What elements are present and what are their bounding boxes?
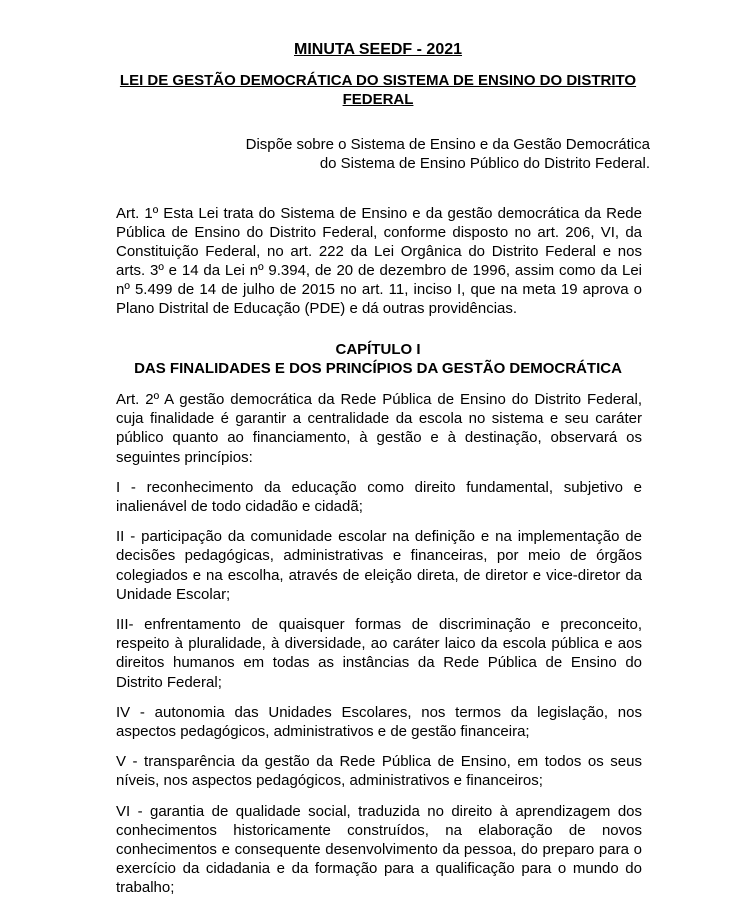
chapter-title: DAS FINALIDADES E DOS PRINCÍPIOS DA GESTÃO DEMOCRÁTICA xyxy=(134,360,622,377)
ementa xyxy=(200,135,650,173)
ementa-line-2: do Sistema de Ensino Público do Distrito Federal. xyxy=(319,155,650,172)
article-2-item-vi: VI - garantia de qualidade social, traduzida no direito à aprendizagem dos conhecimentos historicamente construídos, na elaboração de novos conhecimentos e consequente desenvolvimento da pessoa, do preparo para o exercício da cidadania e da formação para a qualificação para o mundo do trabalho; xyxy=(116,802,642,897)
article-2-caput: Art. 2º A gestão democrática da Rede Pública de Ensino do Distrito Federal, cuja finalidade é garantir a centralidade da escola no sistema e seu caráter público quanto ao financiamento, à gestão e à destinação, observará os seguintes princípios: xyxy=(116,391,642,466)
article-2-item-iv: IV - autonomia das Unidades Escolares, nos termos da legislação, nos aspectos pedagógicos, administrativos e de gestão financeira; xyxy=(116,703,642,741)
article-2-item-i: I - reconhecimento da educação como direito fundamental, subjetivo e inalienável de todo cidadão e cidadã; xyxy=(116,478,642,516)
document-title: MINUTA SEEDF - 2021 xyxy=(293,41,463,58)
article-2 xyxy=(116,390,642,909)
law-title: LEI DE GESTÃO DEMOCRÁTICA DO SISTEMA DE ENSINO DO DISTRITO FEDERAL xyxy=(119,72,637,108)
article-1: Art. 1º Esta Lei trata do Sistema de Ensino e da gestão democrática da Rede Pública de Ensino do Distrito Federal, conforme disposto no art. 206, VI, da Constituição Federal, no art. 222 da Lei Orgânica do Distrito Federal e nos arts. 3º e 14 da Lei nº 9.394, de 20 de dezembro de 1996, assim como da Lei nº 5.499 de 14 de julho de 2015 no art. 11, inciso I, que na meta 19 aprova o Plano Distrital de Educação (PDE) e dá outras providências. xyxy=(116,205,642,317)
ementa-line-1: Dispõe sobre o Sistema de Ensino e da Gestão Democrática xyxy=(245,136,650,153)
article-2-item-iii: III- enfrentamento de quaisquer formas de discriminação e preconceito, respeito à pluralidade, à diversidade, ao caráter laico da escola pública e aos direitos humanos em todas as instâncias da Rede Pública de Ensino do Distrito Federal; xyxy=(116,616,642,691)
article-2-item-v: V - transparência da gestão da Rede Pública de Ensino, em todos os seus níveis, nos aspectos pedagógicos, administrativos e financeiros; xyxy=(116,753,642,790)
article-2-item-ii: II - participação da comunidade escolar na definição e na implementação de decisões pedagógicas, administrativas e financeiras, por meio de órgãos colegiados e na escolha, através de eleição direta, de diretor e vice-diretor da Unidade Escolar; xyxy=(116,528,642,603)
chapter-number: CAPÍTULO I xyxy=(335,341,421,358)
